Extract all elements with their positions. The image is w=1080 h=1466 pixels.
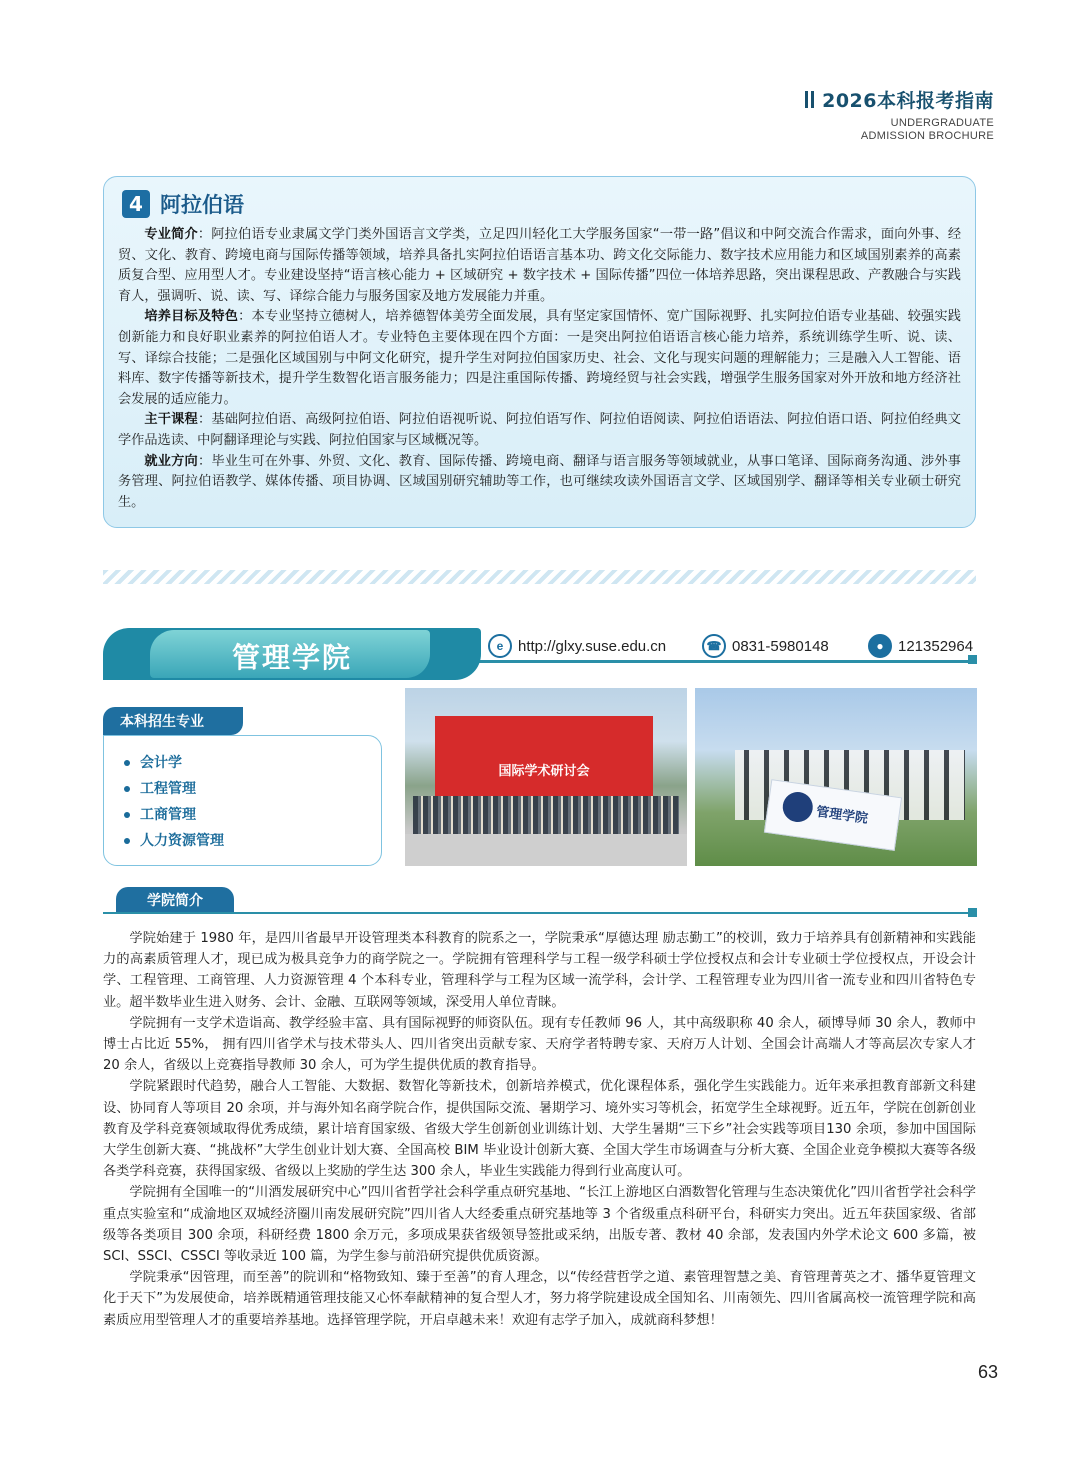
bullet-icon [124,838,130,844]
section-careers: 就业方向：毕业生可在外事、外贸、文化、教育、国际传播、跨境电商、翻译与语言服务等领域就业，从事口笔译、国际商务沟通、涉外事务管理、阿拉伯语教学、媒体传播、项目协调、区域国别研究辅助等工作，也可继续攻读外国语言文学、区域国别学、翻译等相关专业硕士研究生。 [118,453,961,510]
ground [405,834,687,866]
bullet-icon [124,760,130,766]
qq-icon: ● [868,634,892,658]
intro-paragraph: 学院始建于 1980 年，是四川省最早开设管理类本科教育的院系之一，学院秉承“厚德达理 励志勤工”的校训，致力于培养具有创新精神和实践能力的高素质管理人才，现已成为极具竞争力的商学院之一。学院拥有管理科学与工程一级学科硕士学位授权点和会计专业硕士学位授权点，开设会计学、工程管理、工商管理、人力资源管理 4 个本科专业，管理科学与工程为区域一流学科，会计学、工程管理专业为四川省一流专业和四川省特色专业。超半数毕业生进入财务、会计、金融、互联网等领域，深受用人单位青睐。 [103,931,976,1010]
majors-label: 本科招生专业 [103,707,243,735]
crowd [413,796,679,834]
arabic-description [118,225,961,513]
majors-panel [103,735,382,866]
bullet-icon [124,812,130,818]
college-intro [103,928,976,1331]
section-courses: 主干课程：基础阿拉伯语、高级阿拉伯语、阿拉伯语视听说、阿拉伯语写作、阿拉伯语阅读、阿拉伯语语法、阿拉伯语口语、阿拉伯经典文学作品选读、中阿翻译理论与实践、阿拉伯国家与区域概况等。 [118,412,961,448]
college-phone: ☎ 0831-5980148 [702,634,829,658]
arabic-major-card [103,176,976,528]
section-goals: 培养目标及特色：本专业坚持立德树人，培养德智体美劳全面发展，具有坚定家国情怀、宽广国际视野、扎实阿拉伯语专业基础、较强实践创新能力和良好职业素养的阿拉伯语人才。专业特色主要体现在四个方面：一是突出阿拉伯语语言核心能力培养，系统训练学生听、说、读、写、译综合技能；二是强化区域国别与中阿文化研究，提升学生对阿拉伯国家历史、社会、文化与现实问题的理解能力；三是融入人工智能、语料库、数字传播等新技术，提升学生数智化语言服务能力；四是注重国际传播、跨境经贸与社会实践，增强学生服务国家对外开放和地方经济社会发展的适应能力。 [118,309,961,407]
conference-photo [405,688,687,866]
intro-paragraph: 学院拥有全国唯一的“川酒发展研究中心”四川省哲学社会科学重点研究基地、“长江上游地区白酒数智化管理与生态决策优化”四川省哲学社会科学重点实验室和“成渝地区双城经济圈川南发展研究院”四川省人大经委重点研究基地等 3 个省级重点科研平台，科研实力突出。近五年获国家级、省部级等各类项目 300 余项，科研经费 1800 余万元，多项成果获省级领导签批或采纳，出版专著、教材 40 余部，发表国内外学术论文 600 多篇，被 SCI、SSCI、CSSCI 等收录近 100 篇，为学生参与前沿研究提供优质资源。 [103,1185,976,1265]
intro-paragraph: 学院秉承“因管理，而至善”的院训和“格物致知、臻于至善”的育人理念，以“传经营哲学之道、素管理智慧之美、育管理菁英之才、播华夏管理文化于天下”为发展使命，培养既精通管理技能又心怀奉献精神的复合型人才，努力将学院建设成全国知名、川南领先、四川省属高校一流管理学院和高素质应用型管理人才的重要培养基地。选择管理学院，开启卓越未来！欢迎有志学子加入，成就商科梦想！ [103,1270,976,1328]
intro-rule-end [968,908,977,917]
section-intro: 专业简介：阿拉伯语专业隶属文学门类外国语言文学类，立足四川轻化工大学服务国家“一带一路”倡议和中阿交流合作需求，面向外事、经贸、文化、教育、跨境电商与国际传播等领域，培养具备扎实阿拉伯语语言基本功、跨文化交际能力、数字技术应用能力和区域国别素养的高素质复合型、应用型人才。专业建设坚持“语言核心能力 + 区域研究 + 数字技术 + 国际传播”四位一体培养思路，突出课程思政、产教融合与实践育人，强调听、说、读、写、译综合能力与服务国家及地方发展能力并重。 [118,227,962,304]
brochure-title: 2026本科报考指南 [805,86,994,113]
list-item: 工程管理 [124,776,381,802]
majors-list [104,736,381,854]
page-header [805,86,994,143]
bullet-icon [124,786,130,792]
college-name: 管理学院 [232,641,353,674]
list-item: 人力资源管理 [124,828,381,854]
list-item: 会计学 [124,750,381,776]
college-qq: ● 121352964 [868,634,973,658]
bars-icon [805,91,814,108]
globe-icon: e [488,634,512,658]
major-title: 阿拉伯语 [160,193,244,217]
arabic-heading [122,189,244,219]
intro-label: 学院简介 [116,887,234,913]
college-flag: 管理学院 [764,779,902,851]
dashed-divider [103,570,976,584]
page-number: 63 [977,1362,998,1382]
major-number-badge: 4 [122,190,150,218]
intro-rule [103,912,976,914]
college-emblem-icon [781,790,815,824]
phone-icon: ☎ [702,634,726,658]
brochure-subtitle-2: ADMISSION BROCHURE [860,130,994,142]
intro-paragraph: 学院拥有一支学术造诣高、教学经验丰富、具有国际视野的师资队伍。现有专任教师 96 人，其中高级职称 40 余人，硕博导师 30 余人，教师中博士占比近 55%， 拥有四川省学术与技术带头人、四川省突出贡献专家、天府学者特聘专家、天府万人计划、全国会计高端人才等高层次专家人才 20 余人，省级以上竞赛指导教师 30 余人，可为学生提供优质的教育指导。 [103,1015,976,1074]
brochure-subtitle-1: UNDERGRADUATE [890,117,994,129]
list-item: 工商管理 [124,802,381,828]
intro-paragraph: 学院紧跟时代趋势，融合人工智能、大数据、数智化等新技术，创新培养模式，优化课程体系，强化学生实践能力。近年来承担教育部新文科建设、协同育人等项目 20 余项，并与海外知名商学院合作，提供国际交流、暑期学习、境外实习等机会，拓宽学生全球视野。近五年，学院在创新创业教育及学科竞赛领域取得优秀成绩，累计培育国家级、省级大学生创新创业训练计划、大学生暑期“三下乡”社会实践等项目130 余项，参加中国国际大学生创新大赛、“挑战杯”大学生创业计划大赛、全国高校 BIM 毕业设计创新大赛、全国大学生市场调查与分析大赛、全国企业竞争模拟大赛等各级各类学科竞赛，获得国家级、省级以上奖励的学生达 300 余人，毕业生实践能力得到行业高度认可。 [103,1079,976,1180]
conference-stage-banner: 国际学术研讨会 [435,716,653,796]
team-photo [695,688,977,866]
college-website[interactable]: e http://glxy.suse.edu.cn [488,634,666,658]
